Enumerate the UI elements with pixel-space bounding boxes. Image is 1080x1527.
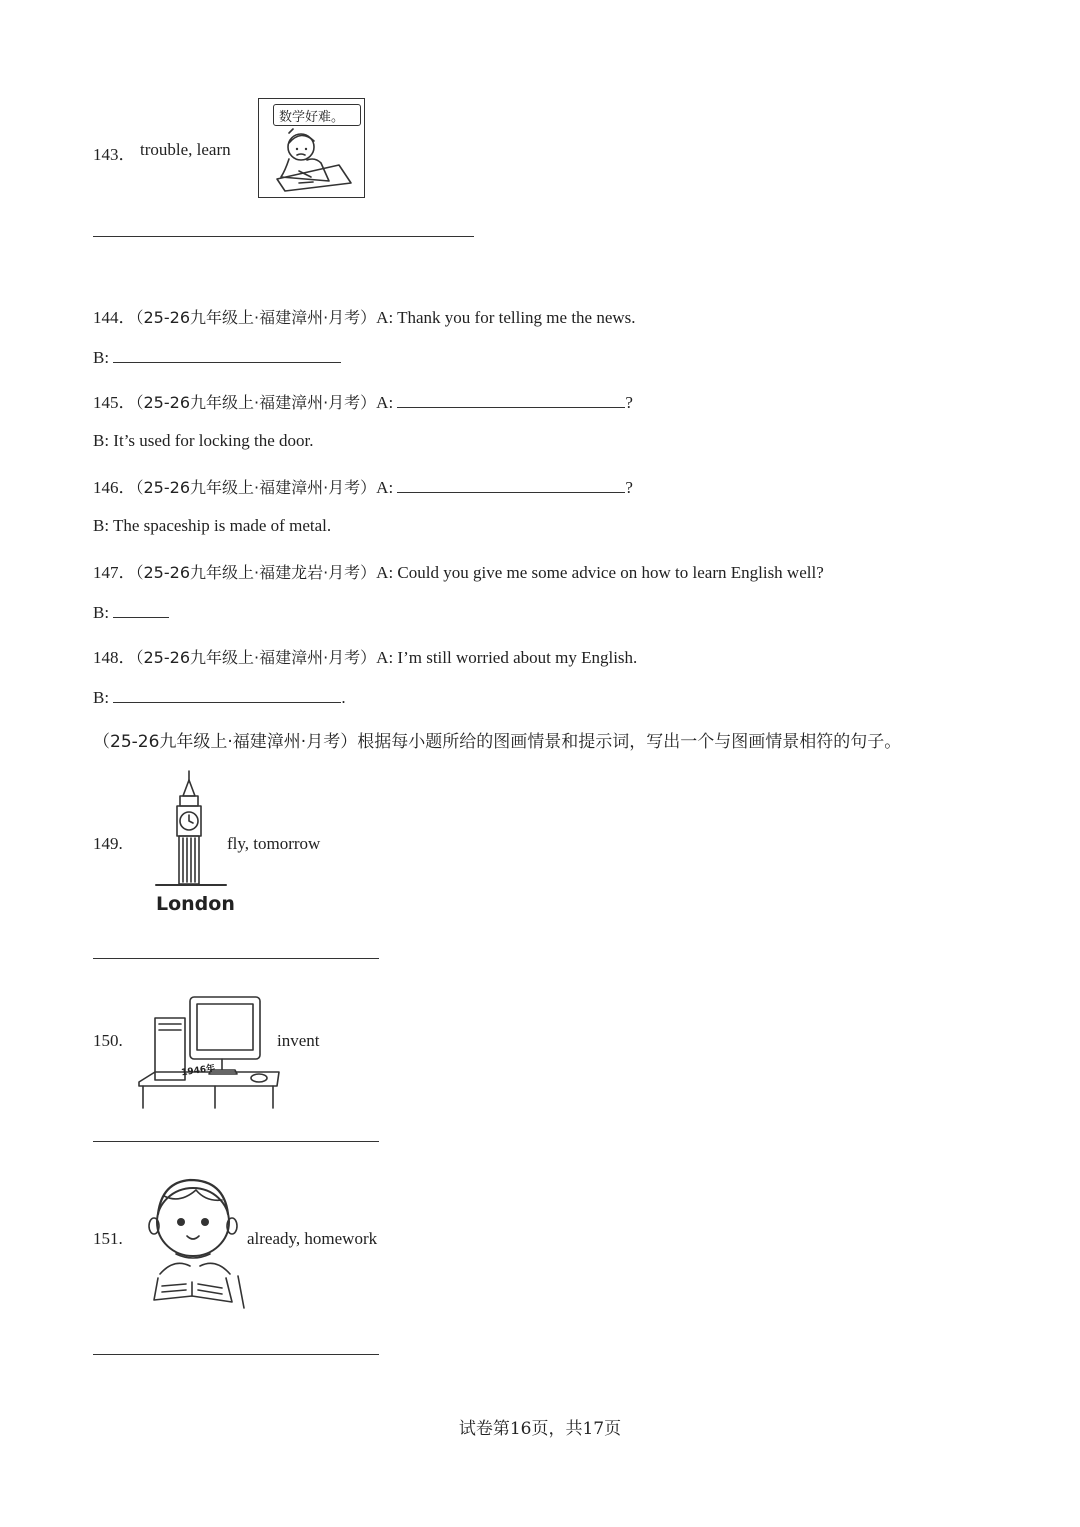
q146-source: （25-26九年级上·福建漳州·月考） — [135, 478, 377, 497]
q145-answer-blank[interactable] — [397, 391, 625, 408]
q144-a: A: Thank you for telling me the news. — [376, 308, 636, 327]
q148-source: （25-26九年级上·福建漳州·月考） — [135, 648, 377, 667]
q144-b-label: B: — [93, 348, 110, 367]
q149-answer-line[interactable] — [93, 958, 379, 959]
q145-a-label: A: — [376, 393, 394, 412]
q144-line-a — [93, 303, 636, 328]
q146-a-end: ? — [625, 478, 633, 497]
boy-homework-icon — [140, 1178, 250, 1313]
q151-hint: already, homework — [247, 1229, 378, 1248]
q147-answer-blank[interactable] — [113, 601, 169, 618]
q143-bubble-text: 数学好难。 — [279, 110, 345, 125]
q144-number: 144． — [93, 308, 136, 327]
q145-number: 145． — [93, 393, 136, 412]
q150-pic-label: 1946年 — [180, 1063, 216, 1079]
q148-b-label: B: — [93, 688, 110, 707]
q150-number: 150. — [93, 1031, 123, 1050]
q151-answer-line[interactable] — [93, 1354, 379, 1355]
q150-answer-line[interactable] — [93, 1141, 379, 1142]
q144-source: （25-26九年级上·福建漳州·月考） — [135, 308, 377, 327]
student-writing-icon — [259, 99, 366, 199]
q148-line-b — [93, 686, 346, 708]
q147-a: A: Could you give me some advice on how to learn English well? — [376, 563, 824, 582]
q148-number: 148． — [93, 648, 136, 667]
q151-number: 151. — [93, 1229, 123, 1248]
q147-b-label: B: — [93, 603, 110, 622]
q148-b-end: . — [341, 688, 346, 707]
q143-number: 143． — [93, 145, 136, 164]
q146-a-label: A: — [376, 478, 394, 497]
q148-answer-blank[interactable] — [113, 686, 341, 703]
q146-line-a — [93, 473, 633, 498]
q143-hint: trouble, learn — [140, 140, 231, 159]
q143-picture — [258, 98, 365, 198]
q147-source: （25-26九年级上·福建龙岩·月考） — [135, 563, 377, 582]
q146-number: 146． — [93, 478, 136, 497]
q148-a: A: I’m still worried about my English. — [376, 648, 638, 667]
big-ben-icon — [152, 768, 232, 888]
q145-a-end: ? — [625, 393, 633, 412]
q144-answer-blank[interactable] — [113, 346, 341, 363]
section-instruction: （25-26九年级上·福建漳州·月考）根据每小题所给的图画情景和提示词，写出一个与图画情景相符的句子。 — [93, 732, 902, 752]
q150-hint: invent — [277, 1031, 320, 1050]
q148-line-a — [93, 643, 637, 668]
page-footer: 试卷第16页，共17页 — [458, 1419, 622, 1439]
q145-line-a — [93, 388, 633, 413]
q146-answer-blank[interactable] — [397, 476, 625, 493]
q146-b: B: The spaceship is made of metal. — [93, 516, 332, 535]
q147-line-a — [93, 558, 824, 583]
q149-pic-label: London — [156, 893, 235, 915]
q145-source: （25-26九年级上·福建漳州·月考） — [135, 393, 377, 412]
q149-hint: fly, tomorrow — [227, 834, 321, 853]
q144-line-b — [93, 346, 341, 368]
q145-b: B: It’s used for locking the door. — [93, 431, 314, 450]
q149-number: 149. — [93, 834, 123, 853]
q147-number: 147． — [93, 563, 136, 582]
computer-icon — [137, 994, 282, 1112]
q143-answer-line[interactable] — [93, 236, 474, 237]
q147-line-b — [93, 601, 169, 623]
